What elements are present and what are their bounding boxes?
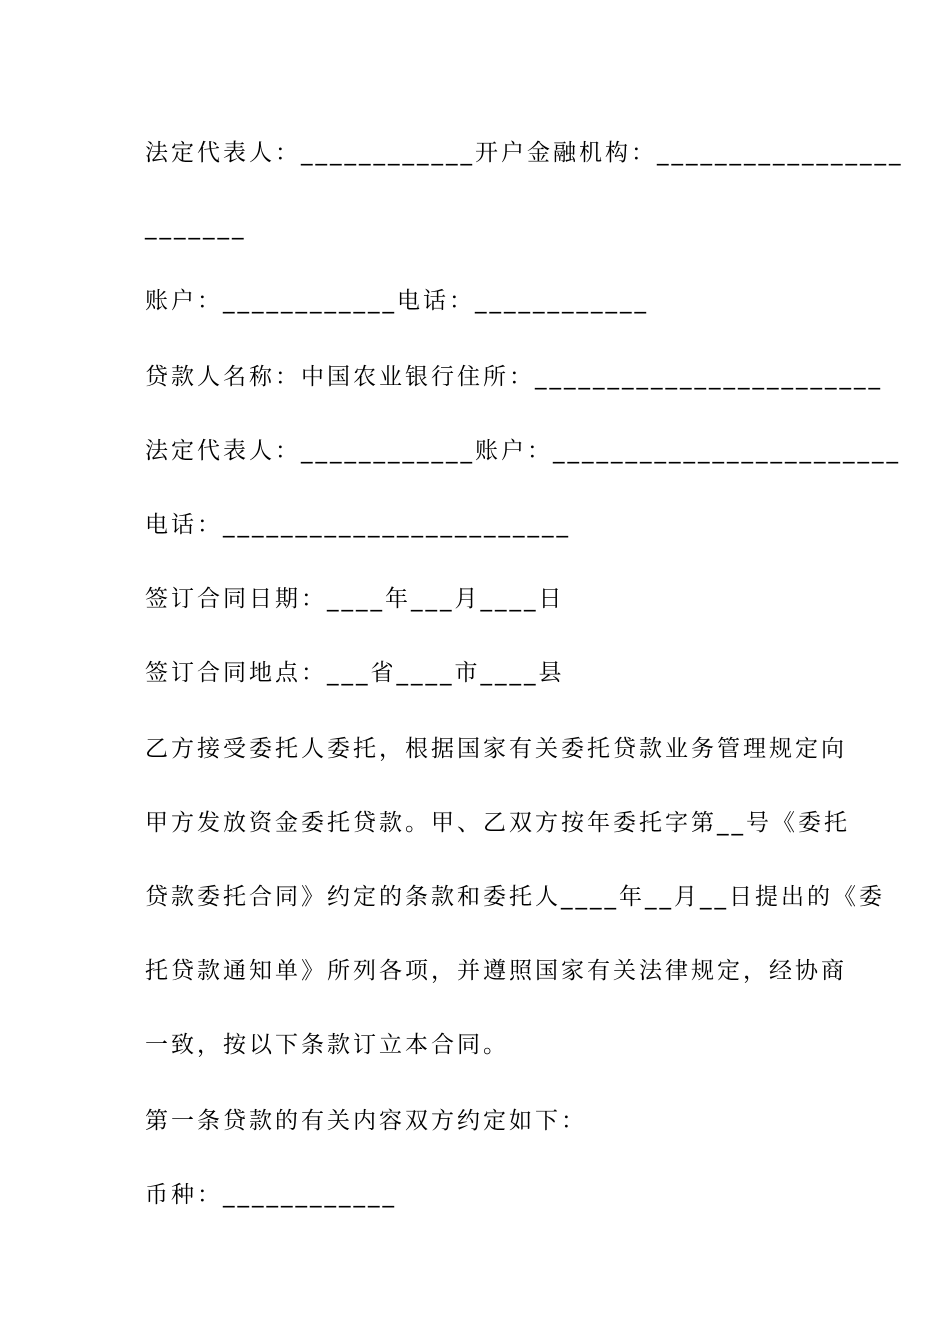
- article-one-heading: 第一条贷款的有关内容双方约定如下：: [145, 1108, 587, 1134]
- lender-name-address-line: 贷款人名称：中国农业银行住所：________________________: [145, 364, 883, 390]
- lender-representative-account-line: 法定代表人：____________账户：________________________: [145, 438, 901, 464]
- bank-continuation-line: _______: [145, 214, 247, 240]
- currency-line: 币种：____________: [145, 1182, 397, 1208]
- paragraph-line-1: 乙方接受委托人委托，根据国家有关委托贷款业务管理规定向: [145, 736, 847, 762]
- paragraph-line-2: 甲方发放资金委托贷款。甲、乙双方按年委托字第__号《委托: [145, 810, 850, 836]
- paragraph-line-4: 托贷款通知单》所列各项，并遵照国家有关法律规定，经协商: [145, 958, 847, 984]
- paragraph-line-3: 贷款委托合同》约定的条款和委托人____年__月__日提出的《委: [145, 884, 885, 910]
- lender-phone-line: 电话：________________________: [145, 512, 571, 538]
- signing-date-line: 签订合同日期：____年___月____日: [145, 586, 565, 612]
- legal-representative-bank-line: 法定代表人：____________开户金融机构：_________________: [145, 140, 904, 166]
- account-phone-line: 账户：____________电话：____________: [145, 288, 649, 314]
- paragraph-line-5: 一致，按以下条款订立本合同。: [145, 1032, 509, 1058]
- signing-place-line: 签订合同地点：___省____市____县: [145, 660, 565, 686]
